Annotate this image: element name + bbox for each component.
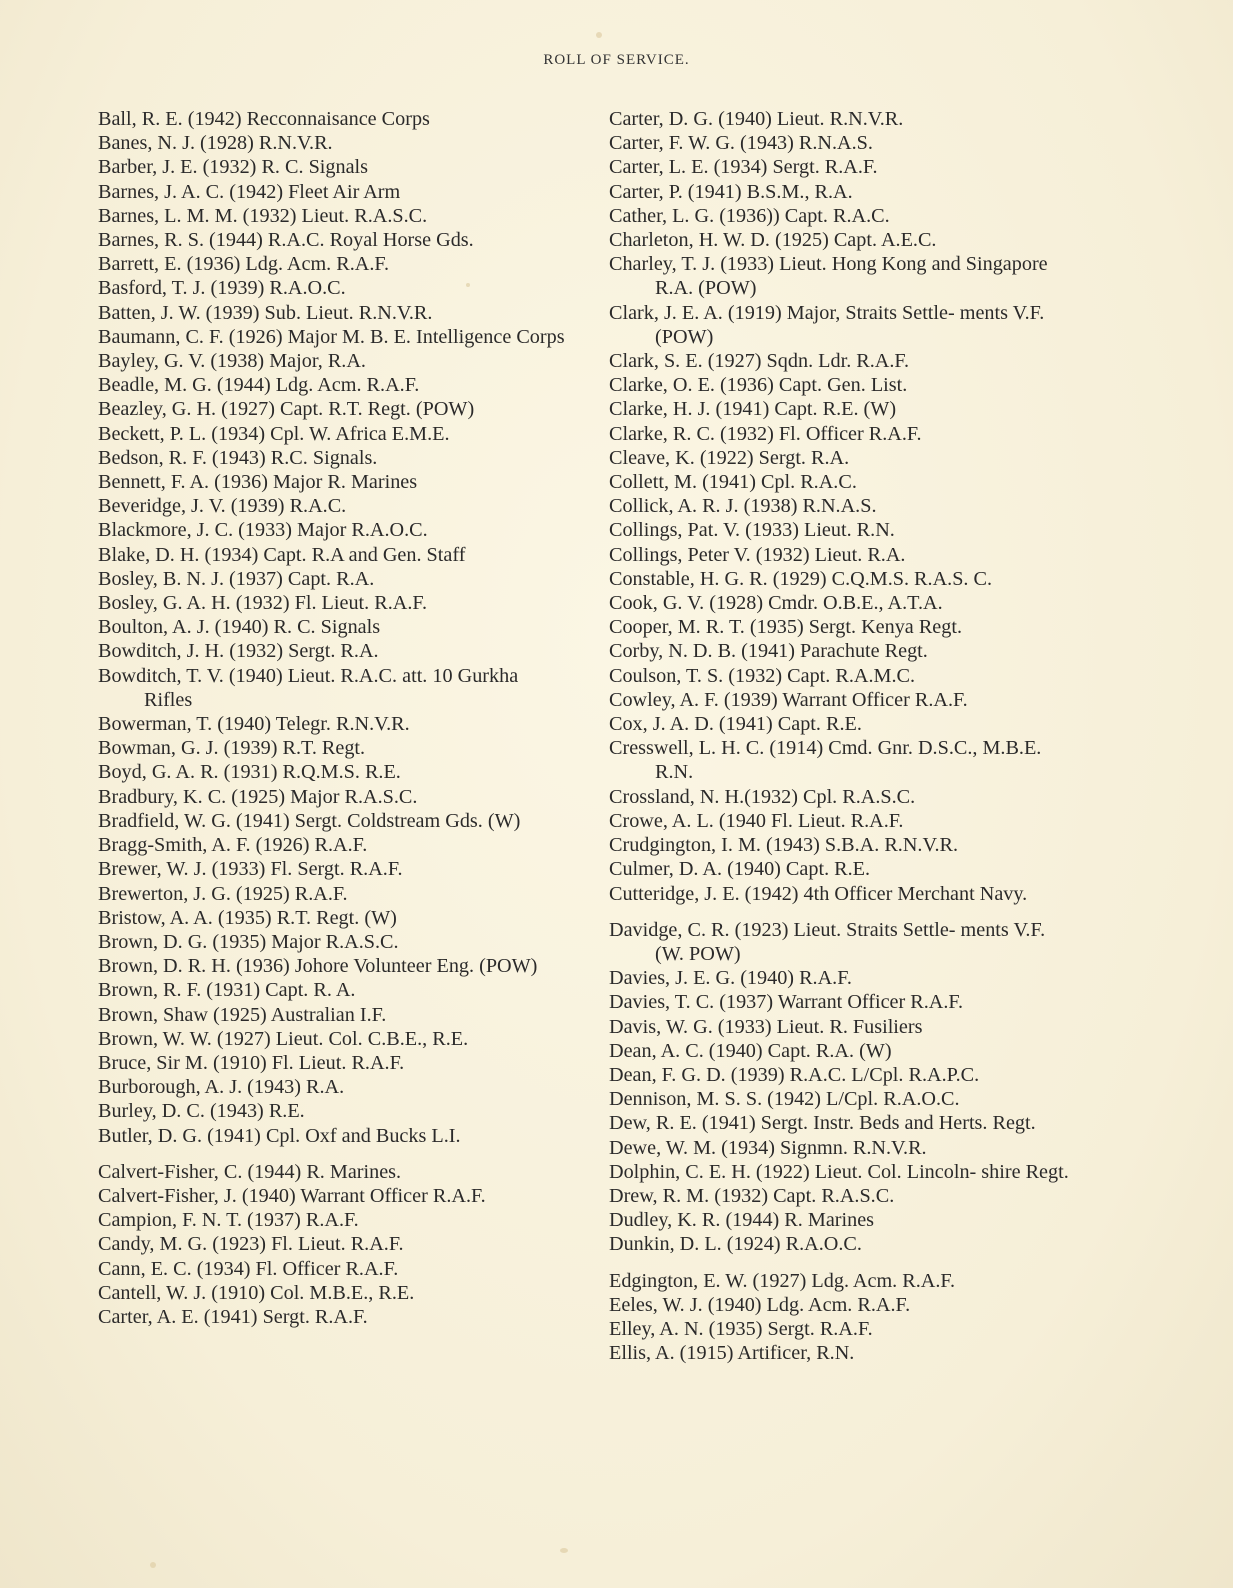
roll-entry: Beadle, M. G. (1944) Ldg. Acm. R.A.F. xyxy=(98,374,420,397)
roll-entry: Barnes, J. A. C. (1942) Fleet Air Arm xyxy=(98,180,401,203)
roll-entry: Dean, F. G. D. (1939) R.A.C. L/Cpl. R.A.P.C. xyxy=(609,1063,980,1086)
roll-entry: Collick, A. R. J. (1938) R.N.A.S. xyxy=(609,495,877,518)
roll-entry: Davidge, C. R. (1923) Lieut. Straits Settle- ments V.F. (W. POW) xyxy=(609,918,1046,965)
roll-entry: Cox, J. A. D. (1941) Capt. R.E. xyxy=(609,713,862,736)
roll-entry: Dolphin, C. E. H. (1922) Lieut. Col. Lincoln- shire Regt. xyxy=(609,1160,1069,1183)
roll-entry: Collings, Pat. V. (1933) Lieut. R.N. xyxy=(609,519,895,542)
roll-entry: Boulton, A. J. (1940) R. C. Signals xyxy=(98,616,381,639)
roll-entry: Clarke, O. E. (1936) Capt. Gen. List. xyxy=(609,374,908,397)
roll-entry: Bradfield, W. G. (1941) Sergt. Coldstream Gds. (W) xyxy=(98,809,521,832)
roll-entry: Calvert-Fisher, C. (1944) R. Marines. xyxy=(98,1160,402,1183)
right-column xyxy=(609,107,1069,1365)
roll-entry: Cowley, A. F. (1939) Warrant Officer R.A.F. xyxy=(609,688,968,711)
roll-entry: Edgington, E. W. (1927) Ldg. Acm. R.A.F. xyxy=(609,1269,956,1292)
roll-entry: Cantell, W. J. (1910) Col. M.B.E., R.E. xyxy=(98,1281,415,1304)
roll-entry: Brewerton, J. G. (1925) R.A.F. xyxy=(98,882,348,905)
roll-entry: Dew, R. E. (1941) Sergt. Instr. Beds and Herts. Regt. xyxy=(609,1112,1036,1135)
roll-entry: Cresswell, L. H. C. (1914) Cmd. Gnr. D.S.C., M.B.E. R.N. xyxy=(609,737,1042,784)
roll-entry: Brown, Shaw (1925) Australian I.F. xyxy=(98,1003,387,1026)
roll-entry: Basford, T. J. (1939) R.A.O.C. xyxy=(98,277,346,300)
roll-entry: Cann, E. C. (1934) Fl. Officer R.A.F. xyxy=(98,1257,399,1280)
roll-entry: Bowerman, T. (1940) Telegr. R.N.V.R. xyxy=(98,713,410,736)
roll-entry: Clark, S. E. (1927) Sqdn. Ldr. R.A.F. xyxy=(609,350,910,373)
roll-entry: Brewer, W. J. (1933) Fl. Sergt. R.A.F. xyxy=(98,858,403,881)
roll-entry: Bowditch, J. H. (1932) Sergt. R.A. xyxy=(98,640,379,663)
roll-entry: Dunkin, D. L. (1924) R.A.O.C. xyxy=(609,1233,862,1256)
roll-entry: Barnes, R. S. (1944) R.A.C. Royal Horse Gds. xyxy=(98,229,474,252)
roll-entry: Baumann, C. F. (1926) Major M. B. E. Intelligence Corps xyxy=(98,325,565,348)
roll-entry: Charleton, H. W. D. (1925) Capt. A.E.C. xyxy=(609,229,937,252)
roll-entry: Banes, N. J. (1928) R.N.V.R. xyxy=(98,132,333,155)
roll-entry: Cather, L. G. (1936)) Capt. R.A.C. xyxy=(609,204,890,227)
roll-entry: Crowe, A. L. (1940 Fl. Lieut. R.A.F. xyxy=(609,809,904,832)
roll-entry: Bosley, B. N. J. (1937) Capt. R.A. xyxy=(98,567,375,590)
roll-entry: Beveridge, J. V. (1939) R.A.C. xyxy=(98,495,347,518)
roll-entry: Bayley, G. V. (1938) Major, R.A. xyxy=(98,350,366,373)
roll-entry: Clarke, R. C. (1932) Fl. Officer R.A.F. xyxy=(609,422,922,445)
roll-entry: Barber, J. E. (1932) R. C. Signals xyxy=(98,156,369,179)
roll-entry: Cutteridge, J. E. (1942) 4th Officer Merchant Navy. xyxy=(609,882,1028,905)
roll-entry: Coulson, T. S. (1932) Capt. R.A.M.C. xyxy=(609,664,916,687)
roll-entry: Bosley, G. A. H. (1932) Fl. Lieut. R.A.F. xyxy=(98,592,428,615)
roll-entry: Blake, D. H. (1934) Capt. R.A and Gen. Staff xyxy=(98,543,466,566)
roll-entry: Calvert-Fisher, J. (1940) Warrant Officer R.A.F. xyxy=(98,1184,486,1207)
roll-entry: Bennett, F. A. (1936) Major R. Marines xyxy=(98,471,418,494)
roll-entry: Carter, P. (1941) B.S.M., R.A. xyxy=(609,180,853,203)
roll-entry: Crudgington, I. M. (1943) S.B.A. R.N.V.R. xyxy=(609,834,959,857)
roll-entry: Bragg-Smith, A. F. (1926) R.A.F. xyxy=(98,834,368,857)
roll-entry: Boyd, G. A. R. (1931) R.Q.M.S. R.E. xyxy=(98,761,401,784)
roll-entry: Cook, G. V. (1928) Cmdr. O.B.E., A.T.A. xyxy=(609,592,943,615)
roll-entry: Collings, Peter V. (1932) Lieut. R.A. xyxy=(609,543,906,566)
roll-entry: Bruce, Sir M. (1910) Fl. Lieut. R.A.F. xyxy=(98,1051,405,1074)
roll-entry: Carter, A. E. (1941) Sergt. R.A.F. xyxy=(98,1305,368,1328)
roll-entry: Barrett, E. (1936) Ldg. Acm. R.A.F. xyxy=(98,253,390,276)
roll-entry: Culmer, D. A. (1940) Capt. R.E. xyxy=(609,858,871,881)
roll-entry: Dean, A. C. (1940) Capt. R.A. (W) xyxy=(609,1039,892,1062)
left-column xyxy=(98,107,568,1329)
roll-entry: Clark, J. E. A. (1919) Major, Straits Settle- ments V.F. (POW) xyxy=(609,301,1045,348)
roll-entry: Burborough, A. J. (1943) R.A. xyxy=(98,1076,345,1099)
paper-speck xyxy=(150,1562,156,1568)
roll-entry: Cooper, M. R. T. (1935) Sergt. Kenya Regt. xyxy=(609,616,962,639)
roll-entry: Beazley, G. H. (1927) Capt. R.T. Regt. (POW) xyxy=(98,398,475,421)
roll-entry: Bristow, A. A. (1935) R.T. Regt. (W) xyxy=(98,906,397,929)
roll-entry: Davies, T. C. (1937) Warrant Officer R.A.F. xyxy=(609,991,964,1014)
roll-entry: Burley, D. C. (1943) R.E. xyxy=(98,1100,305,1123)
roll-entry: Collett, M. (1941) Cpl. R.A.C. xyxy=(609,471,857,494)
roll-entry: Ball, R. E. (1942) Recconnaisance Corps xyxy=(98,108,430,130)
roll-entry: Crossland, N. H.(1932) Cpl. R.A.S.C. xyxy=(609,785,916,808)
paper-speck xyxy=(560,1548,568,1553)
roll-entry: Bowditch, T. V. (1940) Lieut. R.A.C. att. 10 Gurkha Rifles xyxy=(98,664,519,711)
roll-entry: Brown, R. F. (1931) Capt. R. A. xyxy=(98,979,356,1002)
roll-entry: Brown, D. G. (1935) Major R.A.S.C. xyxy=(98,930,399,953)
roll-entry: Brown, W. W. (1927) Lieut. Col. C.B.E., R.E. xyxy=(98,1027,469,1050)
roll-entry: Bradbury, K. C. (1925) Major R.A.S.C. xyxy=(98,785,418,808)
roll-entry: Campion, F. N. T. (1937) R.A.F. xyxy=(98,1209,359,1232)
roll-entry: Carter, L. E. (1934) Sergt. R.A.F. xyxy=(609,156,878,179)
roll-entry: Charley, T. J. (1933) Lieut. Hong Kong and Singapore R.A. (POW) xyxy=(609,253,1048,300)
roll-entry: Dudley, K. R. (1944) R. Marines xyxy=(609,1209,875,1232)
roll-entry: Beckett, P. L. (1934) Cpl. W. Africa E.M.E. xyxy=(98,422,450,445)
roll-entry: Dewe, W. M. (1934) Signmn. R.N.V.R. xyxy=(609,1136,927,1159)
roll-entry: Dennison, M. S. S. (1942) L/Cpl. R.A.O.C. xyxy=(609,1088,960,1111)
page-heading: ROLL OF SERVICE. xyxy=(543,52,690,68)
roll-entry: Clarke, H. J. (1941) Capt. R.E. (W) xyxy=(609,398,897,421)
roll-entry: Elley, A. N. (1935) Sergt. R.A.F. xyxy=(609,1317,873,1340)
roll-entry: Carter, D. G. (1940) Lieut. R.N.V.R. xyxy=(609,108,904,130)
roll-entry: Corby, N. D. B. (1941) Parachute Regt. xyxy=(609,640,928,663)
roll-entry: Batten, J. W. (1939) Sub. Lieut. R.N.V.R. xyxy=(98,301,433,324)
roll-entry: Carter, F. W. G. (1943) R.N.A.S. xyxy=(609,132,873,155)
roll-entry: Davies, J. E. G. (1940) R.A.F. xyxy=(609,967,852,990)
roll-entry: Cleave, K. (1922) Sergt. R.A. xyxy=(609,446,850,469)
roll-entry: Bowman, G. J. (1939) R.T. Regt. xyxy=(98,737,366,760)
paper-speck xyxy=(596,32,602,38)
roll-entry: Candy, M. G. (1923) Fl. Lieut. R.A.F. xyxy=(98,1233,404,1256)
roll-entry: Barnes, L. M. M. (1932) Lieut. R.A.S.C. xyxy=(98,204,428,227)
roll-entry: Brown, D. R. H. (1936) Johore Volunteer Eng. (POW) xyxy=(98,955,538,978)
roll-entry: Bedson, R. F. (1943) R.C. Signals. xyxy=(98,446,378,469)
roll-entry: Ellis, A. (1915) Artificer, R.N. xyxy=(609,1342,855,1365)
roll-entry: Constable, H. G. R. (1929) C.Q.M.S. R.A.S. C. xyxy=(609,567,993,590)
roll-entry: Eeles, W. J. (1940) Ldg. Acm. R.A.F. xyxy=(609,1293,911,1316)
roll-entry: Butler, D. G. (1941) Cpl. Oxf and Bucks L.I. xyxy=(98,1124,461,1147)
roll-entry: Drew, R. M. (1932) Capt. R.A.S.C. xyxy=(609,1184,895,1207)
roll-entry: Blackmore, J. C. (1933) Major R.A.O.C. xyxy=(98,519,428,542)
roll-entry: Davis, W. G. (1933) Lieut. R. Fusiliers xyxy=(609,1015,923,1038)
